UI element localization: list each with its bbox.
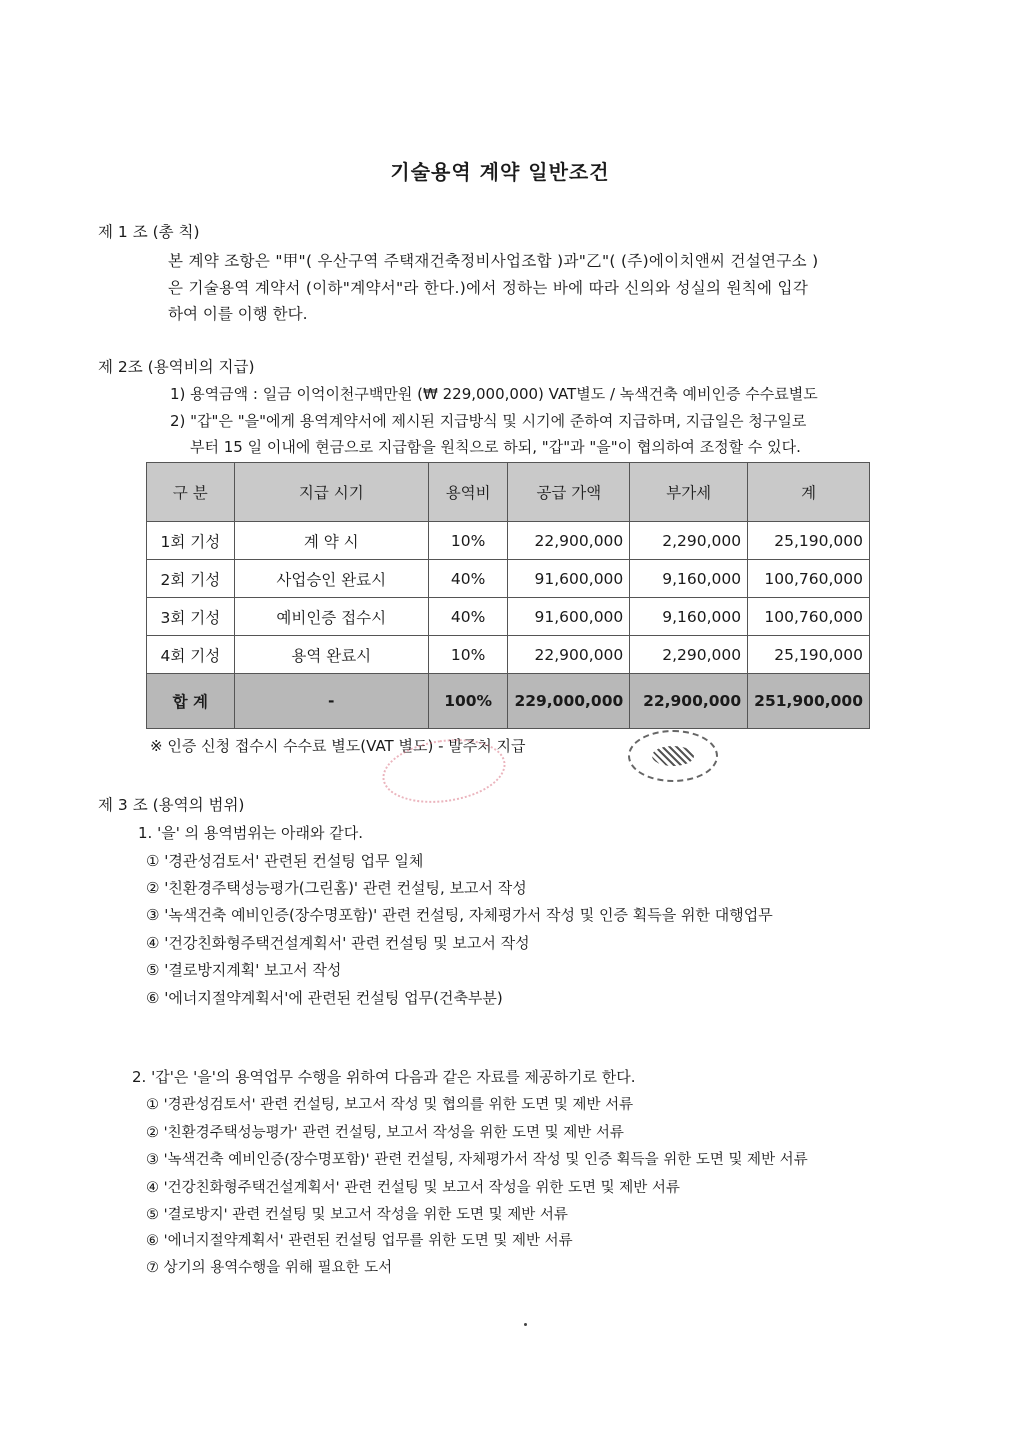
cell-vat: 2,290,000 — [630, 636, 748, 674]
list-item: ③ '녹색건축 예비인증(장수명포함)' 관련 컨설팅, 자체평가서 작성 및 인증 획득을 위한 대행업무 — [146, 906, 773, 924]
list-item: ② '친환경주택성능평가' 관련 컨설팅, 보고서 작성을 위한 도면 및 제반 서류 — [146, 1125, 624, 1141]
document-title: 기술용역 계약 일반조건 — [390, 160, 610, 184]
cell-rate: 10% — [428, 636, 508, 674]
column-header: 계 — [748, 463, 870, 522]
article-1-line: 하여 이를 이행 한다. — [168, 305, 308, 323]
cell-rate: 40% — [428, 560, 508, 598]
list-item: ② '친환경주택성능평가(그린홈)' 관련 컨설팅, 보고서 작성 — [146, 879, 527, 897]
cell-stage: 2회 기성 — [147, 560, 235, 598]
cell-vat: 9,160,000 — [630, 560, 748, 598]
table-row — [147, 522, 870, 560]
article-1-heading: 제 1 조 (총 칙) — [98, 223, 200, 241]
cell-rate: 40% — [428, 598, 508, 636]
cell-rate: 10% — [428, 522, 508, 560]
table-header-row — [147, 463, 870, 522]
payment-terms-item-cont: 부터 15 일 이내에 현금으로 지급함을 원칙으로 하되, "갑"과 "을"이 협의하여 조정할 수 있다. — [190, 438, 801, 456]
scope-subsection-title: 1. '을' 의 용역범위는 아래와 같다. — [138, 824, 364, 842]
payment-schedule-table — [146, 462, 870, 729]
materials-subsection-title: 2. '갑'은 '을'의 용역업무 수행을 위하여 다음과 같은 자료를 제공하기로 한다. — [132, 1068, 636, 1086]
cell-timing: 예비인증 접수시 — [234, 598, 428, 636]
company-seal-stamp — [628, 730, 718, 782]
list-item: ① '경관성검토서' 관련 컨설팅, 보고서 작성 및 협의를 위한 도면 및 제반 서류 — [146, 1097, 634, 1113]
column-header: 구 분 — [147, 463, 235, 522]
cell-total-supply: 229,000,000 — [508, 674, 630, 729]
cell-supply: 91,600,000 — [508, 598, 630, 636]
column-header: 용역비 — [428, 463, 508, 522]
table-total-row — [147, 674, 870, 729]
list-item: ④ '건강친화형주택건설계획서' 관련 컨설팅 및 보고서 작성을 위한 도면 및 제반 서류 — [146, 1180, 680, 1196]
scan-speck — [524, 1323, 527, 1326]
cell-stage: 1회 기성 — [147, 522, 235, 560]
cell-stage: 3회 기성 — [147, 598, 235, 636]
list-item: ⑦ 상기의 용역수행을 위해 필요한 도서 — [146, 1260, 393, 1276]
cell-timing: 용역 완료시 — [234, 636, 428, 674]
table-row — [147, 636, 870, 674]
cell-supply: 91,600,000 — [508, 560, 630, 598]
list-item: ① '경관성검토서' 관련된 컨설팅 업무 일체 — [146, 852, 424, 870]
cell-total-rate: 100% — [428, 674, 508, 729]
fee-amount-item: 1) 용역금액 : 일금 이억이천구백만원 (₩ 229,000,000) VAT별도 / 녹색건축 예비인증 수수료별도 — [170, 385, 818, 403]
cell-total: 100,760,000 — [748, 598, 870, 636]
column-header: 부가세 — [630, 463, 748, 522]
cell-stage: 4회 기성 — [147, 636, 235, 674]
cell-total: 100,760,000 — [748, 560, 870, 598]
list-item: ⑤ '결로방지' 관련 컨설팅 및 보고서 작성을 위한 도면 및 제반 서류 — [146, 1207, 568, 1223]
cell-timing: 계 약 시 — [234, 522, 428, 560]
cell-grand-total: 251,900,000 — [748, 674, 870, 729]
cell-total: 25,190,000 — [748, 522, 870, 560]
list-item: ⑤ '결로방지계획' 보고서 작성 — [146, 961, 342, 979]
cell-timing: 사업승인 완료시 — [234, 560, 428, 598]
list-item: ④ '건강친화형주택건설계획서' 관련 컨설팅 및 보고서 작성 — [146, 934, 530, 952]
column-header: 지급 시기 — [234, 463, 428, 522]
cell-total-vat: 22,900,000 — [630, 674, 748, 729]
cell-vat: 9,160,000 — [630, 598, 748, 636]
cell-total-label: 합 계 — [147, 674, 235, 729]
cell-total: 25,190,000 — [748, 636, 870, 674]
list-item: ⑥ '에너지절약계획서' 관련된 컨설팅 업무를 위한 도면 및 제반 서류 — [146, 1233, 573, 1249]
article-1-line: 본 계약 조항은 "甲"( 우산구역 주택재건축정비사업조합 )과"乙"( (주)에이치앤씨 건설연구소 ) — [168, 252, 819, 270]
cell-total-timing: - — [234, 674, 428, 729]
cell-supply: 22,900,000 — [508, 636, 630, 674]
article-2-heading: 제 2조 (용역비의 지급) — [98, 358, 255, 376]
list-item: ③ '녹색건축 예비인증(장수명포함)' 관련 컨설팅, 자체평가서 작성 및 인증 획득을 위한 도면 및 제반 서류 — [146, 1152, 808, 1168]
article-3-heading: 제 3 조 (용역의 범위) — [98, 796, 245, 814]
article-1-line: 은 기술용역 계약서 (이하"계약서"라 한다.)에서 정하는 바에 따라 신의와 성실의 원칙에 입각 — [168, 279, 809, 297]
certification-fee-note: ※ 인증 신청 접수시 수수료 별도(VAT 별도) - 발주처 지급 — [150, 737, 526, 755]
table-row — [147, 560, 870, 598]
cell-vat: 2,290,000 — [630, 522, 748, 560]
payment-terms-item: 2) "갑"은 "을"에게 용역계약서에 제시된 지급방식 및 시기에 준하여 지급하며, 지급일은 청구일로 — [170, 412, 807, 430]
list-item: ⑥ '에너지절약계획서'에 관련된 컨설팅 업무(건축부분) — [146, 989, 503, 1007]
column-header: 공급 가액 — [508, 463, 630, 522]
cell-supply: 22,900,000 — [508, 522, 630, 560]
table-row — [147, 598, 870, 636]
